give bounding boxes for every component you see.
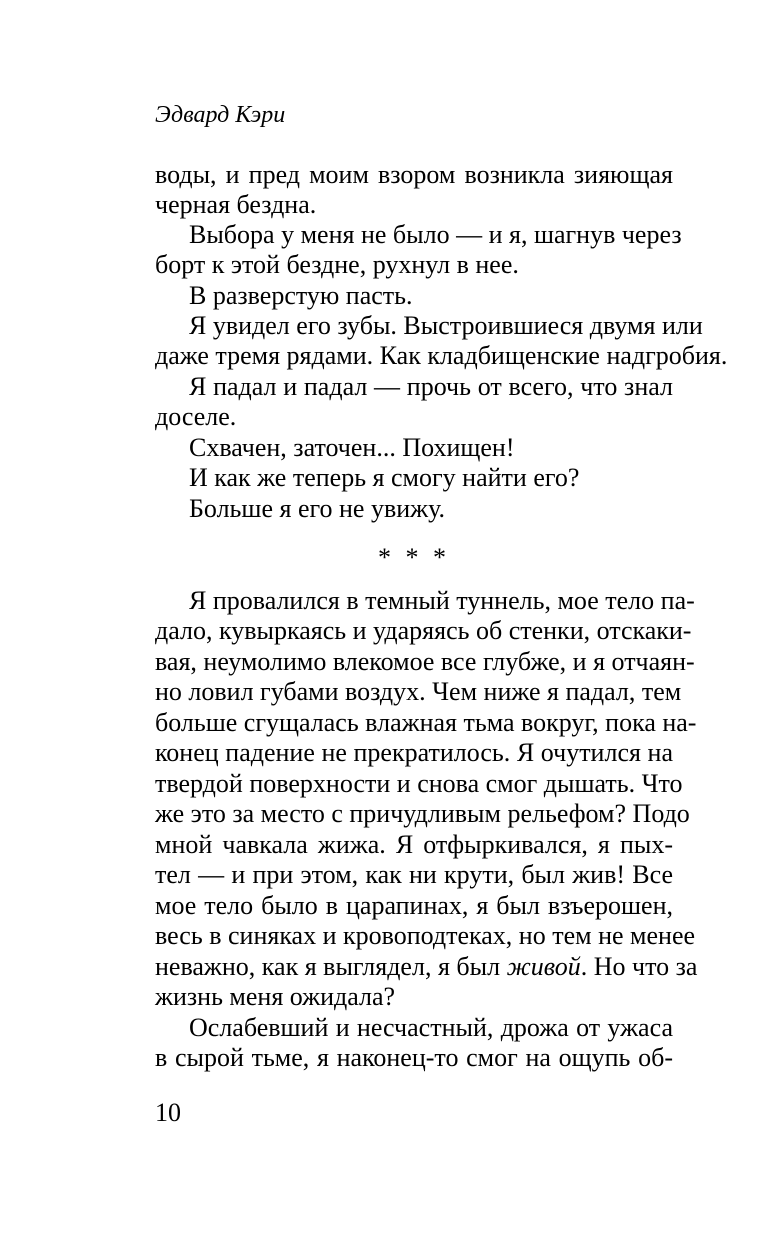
text-line: Выбора у меня не было — и я, шагнув через — [189, 220, 682, 249]
text-line: твердой поверхности и снова смог дышать. Что — [155, 769, 683, 798]
text-line: весь в синяках и кровоподтеках, но тем не менее — [155, 921, 696, 950]
text-fragment: неважно, как я выглядел, я был — [155, 952, 507, 981]
text-line: тел — и при этом, как ни крути, был жив! Все — [155, 860, 673, 889]
text-line: больше сгущалась влажная тьма вокруг, пока на- — [155, 708, 697, 737]
text-line: же это за место с причудливым рельефом? Подо — [155, 799, 690, 828]
text-line: Я падал и падал — прочь от всего, что знал — [189, 372, 673, 401]
text-line: Я увидел его зубы. Выстроившиеся двумя или — [189, 311, 703, 340]
text-line: мной чавкала жижа. Я отфыркивался, я пых- — [155, 830, 673, 859]
text-line: Больше я его не увижу. — [189, 494, 446, 523]
text-line: И как же теперь я смогу найти его? — [189, 463, 580, 492]
text-line: дало, кувыркаясь и ударяясь об стенки, отскаки- — [155, 616, 692, 645]
section-separator: * * * — [378, 543, 450, 572]
text-line: но ловил губами воздух. Чем ниже я падал, тем — [155, 677, 682, 706]
text-line: черная бездна. — [155, 190, 317, 219]
text-line: мое тело было в царапинах, я был взъерошен, — [155, 891, 673, 920]
text-line: даже тремя рядами. Как кладбищенские надгробия. — [155, 341, 728, 370]
text-line: в сырой тьме, я наконец-то смог на ощупь об- — [155, 1043, 673, 1072]
text-fragment: . Но что за — [580, 952, 698, 981]
text-line: борт к этой бездне, рухнул в нее. — [155, 250, 519, 279]
text-line-with-emphasis — [155, 952, 698, 982]
running-header-author: Эдвард Кэри — [155, 102, 286, 128]
text-line: жизнь меня ожидала? — [155, 982, 396, 1011]
text-line: вая, неумолимо влекомое все глубже, и я отчаян- — [155, 647, 695, 676]
text-line: воды, и пред моим взором возникла зияющая — [155, 160, 673, 189]
text-line: Я провалился в темный туннель, мое тело па- — [189, 586, 695, 615]
text-line: доселе. — [155, 402, 237, 431]
text-line: В разверстую пасть. — [189, 281, 413, 310]
page-number: 10 — [155, 1098, 181, 1127]
emphasis-word: живой — [506, 952, 581, 981]
text-line: конец падение не прекратилось. Я очутился на — [155, 738, 673, 767]
text-line: Ослабевший и несчастный, дрожа от ужаса — [189, 1013, 673, 1042]
text-line: Схвачен, заточен... Похищен! — [189, 433, 515, 462]
